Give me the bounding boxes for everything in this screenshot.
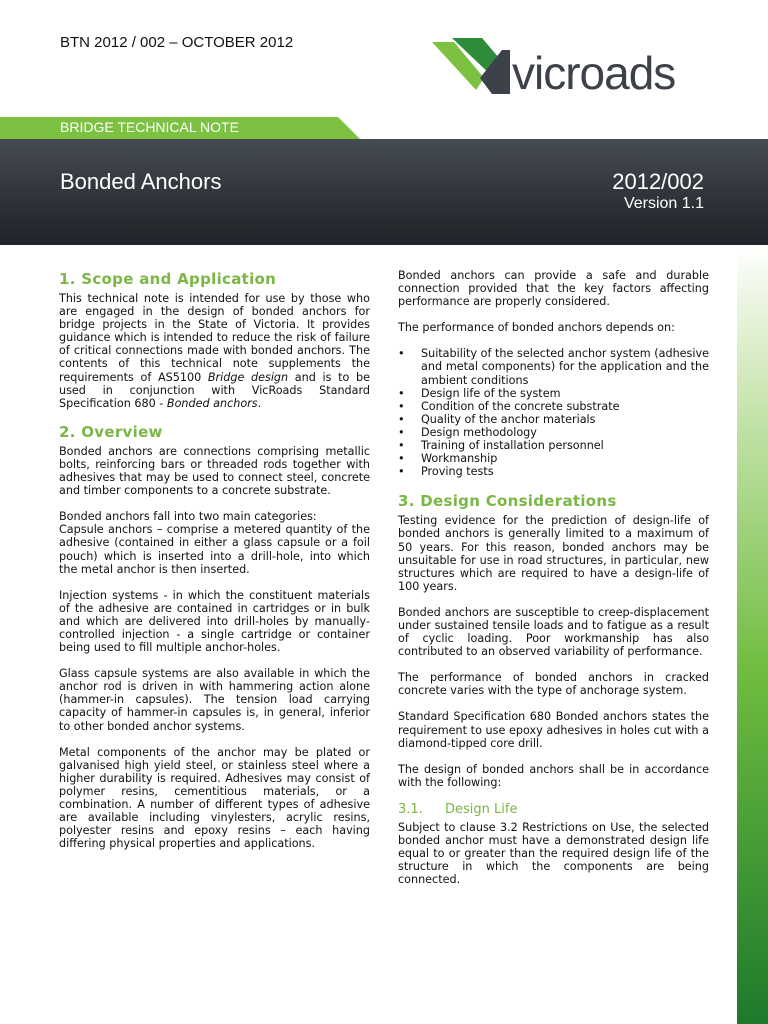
document-version: Version 1.1 <box>623 195 704 212</box>
list-item: • Condition of the concrete substrate <box>398 400 709 413</box>
series-label: BRIDGE TECHNICAL NOTE <box>60 119 239 135</box>
section-2-paragraph-2b: Capsule anchors – comprise a metered quantity of the adhesive (contained in either a glass capsule or a foil pouch) which is inserted into a drill-hole, into which the metal anchor is then inserted. <box>59 523 370 576</box>
section-2-paragraph-1: Bonded anchors are connections comprising metallic bolts, reinforcing bars or threaded rods together with adhesives that may be used to connect steel, concrete and timber components to a concrete substrate. <box>59 444 370 498</box>
list-item: • Design methodology <box>398 426 709 439</box>
list-item: • Training of installation personnel <box>398 439 709 452</box>
decorative-side-bar <box>737 245 768 1024</box>
document-title: Bonded Anchors <box>60 169 222 194</box>
section-3-paragraph-2: Bonded anchors are susceptible to creep-displacement under sustained tensile loads and to fatigue as a result of cyclic loading. Poor workmanship has also contributed to an observed variability of performance. <box>398 605 709 659</box>
section-3-paragraph-3: The performance of bonded anchors in cracked concrete varies with the type of anchorage system. <box>398 671 709 698</box>
list-item: • Suitability of the selected anchor system (adhesive and metal components) for the application and the ambient conditions <box>398 347 709 386</box>
vicroads-logo-text: vicroads <box>512 47 676 99</box>
section-2-paragraph-3: Injection systems - in which the constituent materials of the adhesive are contained in cartridges or in bulk and which are delivered into drill-holes by manually-controlled injection - a single cartridge or container being used to fill multiple anchor-holes. <box>59 588 370 655</box>
document-number: 2012/002 <box>612 169 704 194</box>
intro-paragraph: Bonded anchors can provide a safe and durable connection provided that the key factors affecting performance are properly considered. <box>398 269 709 309</box>
list-item: • Quality of the anchor materials <box>398 413 709 426</box>
section-3-heading: 3. Design Considerations <box>398 492 617 511</box>
section-3-paragraph-5: The design of bonded anchors shall be in accordance with the following: <box>398 762 709 789</box>
section-1-heading: 1. Scope and Application <box>59 270 277 288</box>
left-column <box>59 270 370 863</box>
section-2-paragraph-4: Glass capsule systems are also available in which the anchor rod is driven in with hammering action alone (hammer-in capsules). The tension load carrying capacity of hammer-in capsules is, in general, inferior to other bonded anchor systems. <box>59 667 370 733</box>
section-2-heading: 2. Overview <box>59 422 163 441</box>
section-3-paragraph-4: Standard Specification 680 Bonded anchors states the requirement to use epoxy adhesives in holes cut with a diamond-tipped core drill. <box>398 710 709 750</box>
list-item: • Design life of the system <box>398 387 709 400</box>
section-2-paragraph-5: Metal components of the anchor may be plated or galvanised high yield steel, or stainless steel where a higher durability is required. Adhesives may consist of polymer resins, cementitious materials, or a combination. A number of different types of adhesive are available including vinylesters, acrylic resins, polyester resins and epoxy resins – each having differing physical properties and applications. <box>59 745 370 851</box>
section-3-1-heading: 3.1. Design Life <box>398 801 518 817</box>
section-2-paragraph-2a: Bonded anchors fall into two main categories: <box>59 510 317 524</box>
performance-lead: The performance of bonded anchors depends on: <box>398 321 675 335</box>
document-reference: BTN 2012 / 002 – OCTOBER 2012 <box>60 34 294 51</box>
section-3-1-paragraph: Subject to clause 3.2 Restrictions on Use, the selected bonded anchor must have a demonstrated design life equal to or greater than the required design life of the structure in which the components are being connected. <box>398 820 709 887</box>
performance-factors-list <box>398 347 709 478</box>
list-item: • Workmanship <box>398 452 709 465</box>
list-item: • Proving tests <box>398 465 709 478</box>
section-3-paragraph-1: Testing evidence for the prediction of design-life of bonded anchors is generally limited to a maximum of 50 years. For this reason, bonded anchors may be unsuitable for use in road structures, in particular, new structures which are required to have a design-life of 100 years. <box>398 514 709 593</box>
section-1-paragraph: This technical note is intended for use by those who are engaged in the design of bonded anchors for bridge projects in the State of Victoria. It provides guidance which is intended to reduce the risk of failure of critical connections made with bonded anchors. The contents of this technical note supplements the requirements of AS5100 Bridge design and is to be used in conjunction with VicRoads Standard Specification 680 - Bonded anchors. <box>59 292 370 410</box>
right-column <box>398 269 709 899</box>
